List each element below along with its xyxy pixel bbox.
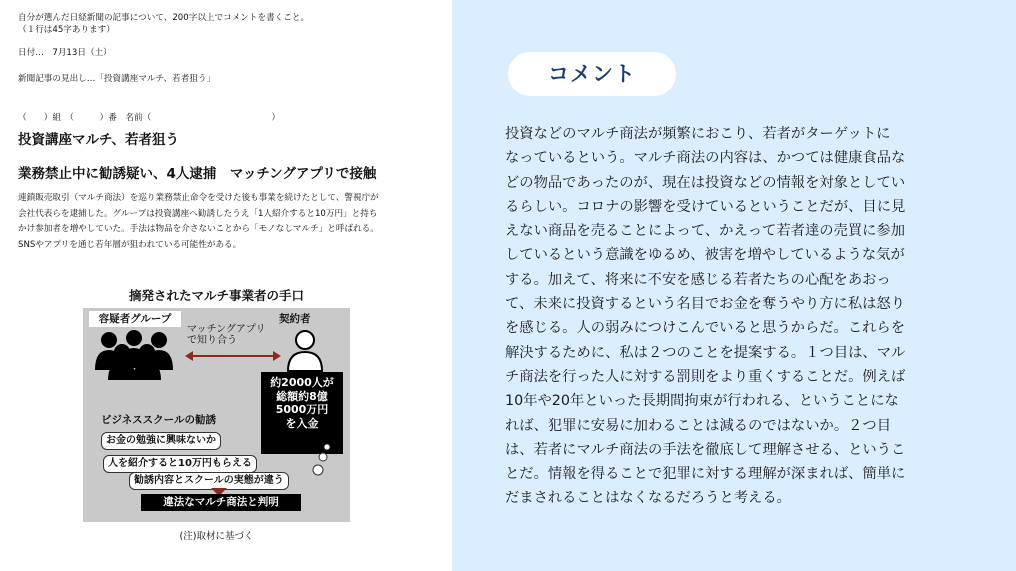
school-solicitation-label: ビジネススクールの勧誘 [101, 414, 216, 426]
suspects-label: 容疑者グループ [89, 311, 181, 327]
comment-line: れば、犯罪に安易に加わることは減るのではないか。２つ目 [505, 417, 892, 434]
figure-panel [83, 308, 350, 522]
worksheet-panel [0, 0, 452, 571]
comment-label: コメント [508, 52, 676, 96]
speech-bubble: 勧誘内容とスクールの実態が違う [129, 472, 289, 490]
double-arrow-icon [185, 350, 281, 362]
stats-line: を入金 [285, 416, 319, 430]
comment-line: だまされることはなくなるだろうと考える。 [505, 490, 791, 507]
article-body-line: SNSやアプリを通じ若年層が狙われている可能性がある。 [18, 239, 242, 250]
comment-line: 解決するために、私は２つのことを提案する。１つ目は、マル [505, 344, 906, 361]
comment-line: は、若者にマルチ商法の手法を徹底して理解させる、というこ [505, 441, 906, 458]
instruction-line-2: （１行は45字あります） [18, 25, 115, 35]
comment-line: 投資などのマルチ商法が頻繁におこり、若者がターゲットに [505, 126, 891, 142]
suspects-group-icon [89, 330, 181, 380]
comment-text [505, 122, 965, 511]
article-body-line: 連鎖販売取引（マルチ商法）を巡り業務禁止命令を受けた後も事業を続けたとして、警視庁が [18, 193, 379, 203]
comment-line: する。加えて、将来に不安を感じる若者たちの心配をあおっ [505, 271, 891, 288]
article-title: 投資講座マルチ、若者狙う [18, 132, 180, 148]
instruction-line-1: 自分が選んだ日経新聞の記事について、200字以上でコメントを書くこと。 [18, 13, 310, 23]
comment-line: どの物品であったのが、現在は投資などの情報を対象としてい [505, 174, 906, 191]
name-line: （ ）組 （ ）番 名前（ ） [18, 113, 281, 123]
article-body [18, 191, 423, 253]
article-subtitle: 業務禁止中に勧誘疑い、4人逮捕 マッチングアプリで接触 [18, 166, 377, 182]
speech-bubble: お金の勉強に興味ないか [101, 432, 221, 450]
comment-line: 10年や20年といった長期間拘束が行われる、ということにな [505, 393, 899, 410]
matching-app-label [187, 324, 287, 346]
comment-line: るらしい。コロナの影響を受けているということだが、目に見 [505, 198, 906, 215]
comment-line: を感じる。人の弱みにつけこんでいると思うからだ。これらを [505, 320, 906, 337]
speech-bubble: 人を紹介すると10万円もらえる [103, 455, 257, 473]
stats-line: 総額約8億 [276, 389, 328, 403]
comment-line: とだ。情報を得ることで犯罪に対する理解が深まれば、簡単に [505, 466, 906, 483]
contractor-icon [283, 328, 327, 372]
matching-app-label-line: マッチングアプリ [187, 324, 266, 335]
comment-line: なっているという。マルチ商法の内容は、かつては健康食品な [505, 150, 906, 167]
verdict-box: 違法なマルチ商法と判明 [141, 494, 301, 511]
article-figure [83, 284, 350, 550]
contractor-label: 契約者 [279, 313, 311, 325]
date-line: 日付… 7月13日（土） [18, 48, 112, 58]
article-body-line: 会社代表らを逮捕した。グループは投資講座へ勧誘したうえ「1人紹介すると10万円」と持ち [18, 208, 378, 219]
comment-line: えない商品を売ることによって、かえって若者達の売買に参加 [505, 223, 906, 240]
stats-line: 約2000人が [270, 376, 334, 389]
comment-line: て、未来に投資するという名目でお金を奪うやり方に私は怒り [505, 296, 906, 313]
matching-app-label-line: で知り合う [187, 335, 237, 346]
comment-line: しているという意識をゆるめ、被害を増やしているような気が [505, 247, 905, 264]
headline-line: 新聞記事の見出し…「投資講座マルチ、若者狙う」 [18, 74, 216, 84]
figure-note: (注)取材に基づく [179, 531, 254, 542]
stats-line: 5000万円 [275, 403, 329, 416]
article-body-line: かけ参加者を増やしていた。手法は物品を介さないことから「モノなしマルチ」と呼ばれる。 [18, 224, 379, 235]
comment-line: チ商法を行った人に対する罰則をより重くすることだ。例えば [505, 368, 906, 385]
figure-title: 摘発されたマルチ事業者の手口 [128, 288, 304, 303]
thought-dots-icon [311, 442, 333, 478]
